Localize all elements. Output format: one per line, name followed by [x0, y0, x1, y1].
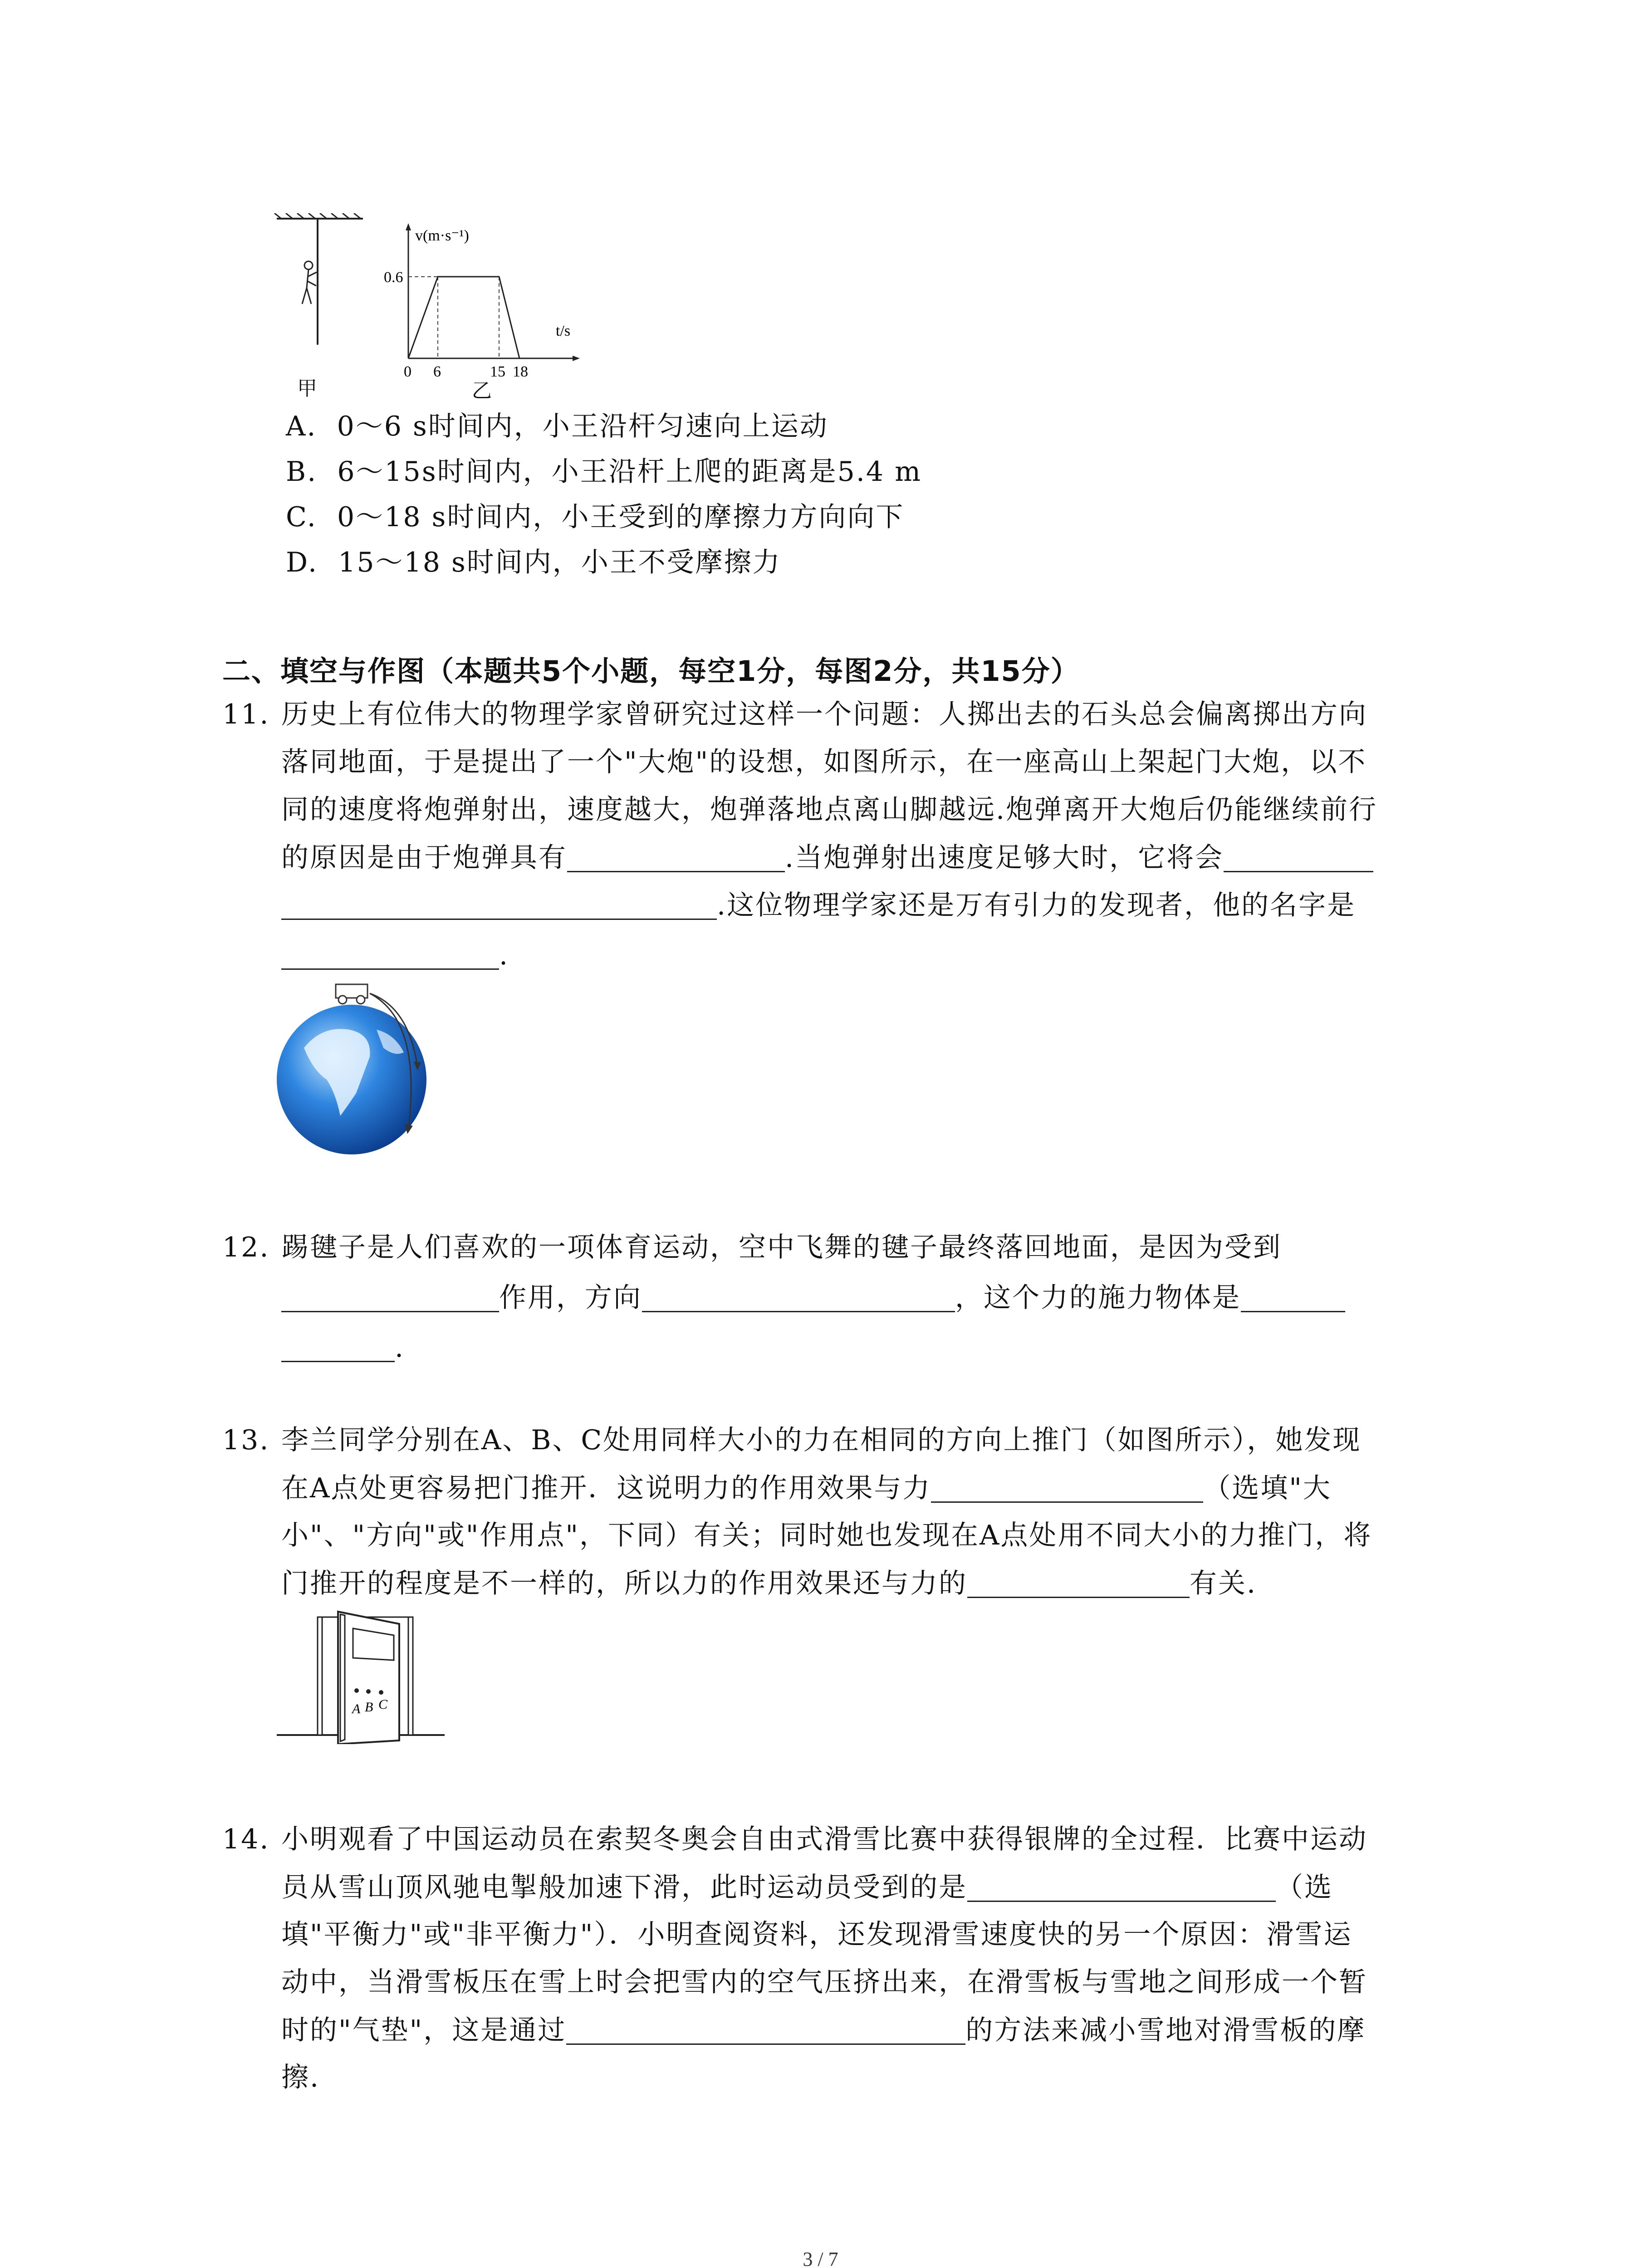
q11-line-4b: .当炮弹射出速度足够大时，它将会: [785, 842, 1224, 874]
option-a[interactable]: [286, 413, 828, 440]
door-figure: [277, 1608, 449, 1744]
q13-line-2a: 在A点处更容易把门推开．这说明力的作用效果与力: [281, 1472, 931, 1504]
q12-line-3: [281, 1334, 405, 1362]
q14-line-3: 填"平衡力"或"非平衡力"）．小明查阅资料，还发现滑雪速度快的另一个原因：滑雪运: [281, 1919, 1352, 1950]
x-tick-0: 0: [404, 363, 411, 380]
answer-blank-q14-1[interactable]: [967, 1873, 1276, 1902]
q14-line-2: [281, 1873, 1333, 1902]
q11-line-6-text: .: [499, 939, 509, 971]
x-tick-15: 15: [490, 363, 505, 380]
q12-line-2b: ，这个力的施力物体是: [955, 1282, 1241, 1314]
q11-line-5-text: .这位物理学家还是万有引力的发现者，他的名字是: [717, 890, 1356, 921]
answer-blank-q12-2[interactable]: [642, 1284, 955, 1312]
q11-line-5: [281, 891, 1356, 920]
q13-line-4b: 有关.: [1190, 1568, 1257, 1599]
option-c[interactable]: [286, 503, 904, 531]
q13-line-4a: 门推开的程度是不一样的，所以力的作用效果还与力的: [281, 1568, 967, 1599]
figure-pole-climber: [272, 213, 377, 404]
y-tick-0.6: 0.6: [384, 269, 403, 286]
q13-line-2: [281, 1474, 1332, 1503]
figure-caption-left: 甲: [297, 377, 318, 400]
answer-blank-q12-1[interactable]: [281, 1284, 499, 1312]
answer-blank-q11-3[interactable]: [281, 941, 499, 970]
q14-line-2a: 员从雪山顶风驰电掣般加速下滑，此时运动员受到的是: [281, 1872, 967, 1903]
velocity-time-graph: [381, 218, 581, 386]
q13-number: 13.: [222, 1424, 270, 1456]
answer-blank-q12-3b[interactable]: [281, 1334, 395, 1362]
q11-line-2: 落同地面，于是提出了一个"大炮"的设想，如图所示，在一座高山上架起门大炮，以不: [281, 746, 1367, 778]
q12-line-1: 踢毽子是人们喜欢的一项体育运动，空中飞舞的毽子最终落回地面，是因为受到: [281, 1232, 1282, 1263]
page-number: 3 / 7: [803, 2248, 838, 2268]
q13-line-1: 李兰同学分别在A、B、C处用同样大小的力在相同的方向上推门（如图所示），她发现: [281, 1424, 1362, 1456]
y-axis-label: v(m·s⁻¹): [415, 227, 469, 244]
q14-line-5b: 的方法来减小雪地对滑雪板的摩: [965, 2014, 1366, 2046]
globe-cannon-figure: [272, 980, 467, 1161]
q14-line-1: 小明观看了中国运动员在索契冬奥会自由式滑雪比赛中获得银牌的全过程．比赛中运动: [281, 1823, 1367, 1855]
answer-blank-q13-1[interactable]: [931, 1474, 1203, 1503]
option-a-text: 0～6 s时间内，小王沿杆匀速向上运动: [337, 411, 828, 442]
door-label-b: B: [365, 1700, 373, 1715]
answer-blank-q11-2b[interactable]: [281, 891, 717, 920]
x-tick-6: 6: [433, 363, 441, 380]
q11-line-3: 同的速度将炮弹射出，速度越大，炮弹落地点离山脚越远.炮弹离开大炮后仍能继续前行: [281, 794, 1378, 826]
q12-number: 12.: [222, 1232, 270, 1263]
x-tick-18: 18: [513, 363, 528, 380]
answer-blank-q12-3[interactable]: [1241, 1284, 1345, 1312]
q13-line-3: 小"、"方向"或"作用点"，下同）有关；同时她也发现在A点处用不同大小的力推门，将: [281, 1520, 1372, 1551]
q11-number: 11.: [222, 699, 270, 730]
x-axis-label: t/s: [556, 323, 571, 339]
option-c-text: 0～18 s时间内，小王受到的摩擦力方向向下: [337, 501, 905, 533]
q14-line-6: 擦.: [281, 2062, 320, 2093]
answer-blank-q11-2[interactable]: [1224, 844, 1373, 872]
q14-number: 14.: [222, 1823, 270, 1855]
answer-blank-q13-2[interactable]: [967, 1569, 1190, 1598]
q14-line-5a: 时的"气垫"，这是通过: [281, 2014, 567, 2046]
section-heading: 二、填空与作图（本题共5个小题，每空1分，每图2分，共15分）: [222, 655, 1080, 688]
answer-blank-q11-1[interactable]: [567, 844, 785, 872]
velocity-curve: [408, 277, 519, 358]
option-a-label: A.: [286, 411, 317, 442]
answer-blank-q14-2[interactable]: [566, 2016, 965, 2045]
option-b-text: 6～15s时间内，小王沿杆上爬的距离是5.4 m: [337, 456, 922, 488]
q11-line-4a: 的原因是由于炮弹具有: [281, 842, 567, 874]
q12-line-3-text: .: [395, 1332, 405, 1364]
option-d-text: 15～18 s时间内，小王不受摩擦力: [338, 547, 781, 578]
q11-line-1: 历史上有位伟大的物理学家曾研究过这样一个问题：人掷出去的石头总会偏离掷出方向: [281, 699, 1367, 730]
q11-line-6: [281, 941, 509, 970]
q11-line-4: [281, 844, 1373, 872]
option-d[interactable]: [286, 549, 781, 576]
q14-line-4: 动中，当滑雪板压在雪上时会把雪内的空气压挤出来，在滑雪板与雪地之间形成一个暂: [281, 1966, 1367, 1998]
figure-caption-right: 乙: [472, 379, 493, 402]
q14-line-5: [281, 2016, 1366, 2045]
option-b-label: B.: [286, 456, 318, 488]
q13-line-2b: （选填"大: [1203, 1472, 1332, 1504]
q14-line-2b: （选: [1276, 1872, 1333, 1903]
q13-line-4: [281, 1569, 1257, 1598]
option-b[interactable]: [286, 456, 922, 488]
option-c-label: C.: [286, 501, 317, 533]
option-d-label: D.: [286, 547, 318, 578]
door-label-c: C: [378, 1697, 388, 1712]
q12-line-2a: 作用，方向: [499, 1282, 642, 1314]
q12-line-2: [281, 1284, 1345, 1312]
door-label-a: A: [352, 1701, 361, 1716]
